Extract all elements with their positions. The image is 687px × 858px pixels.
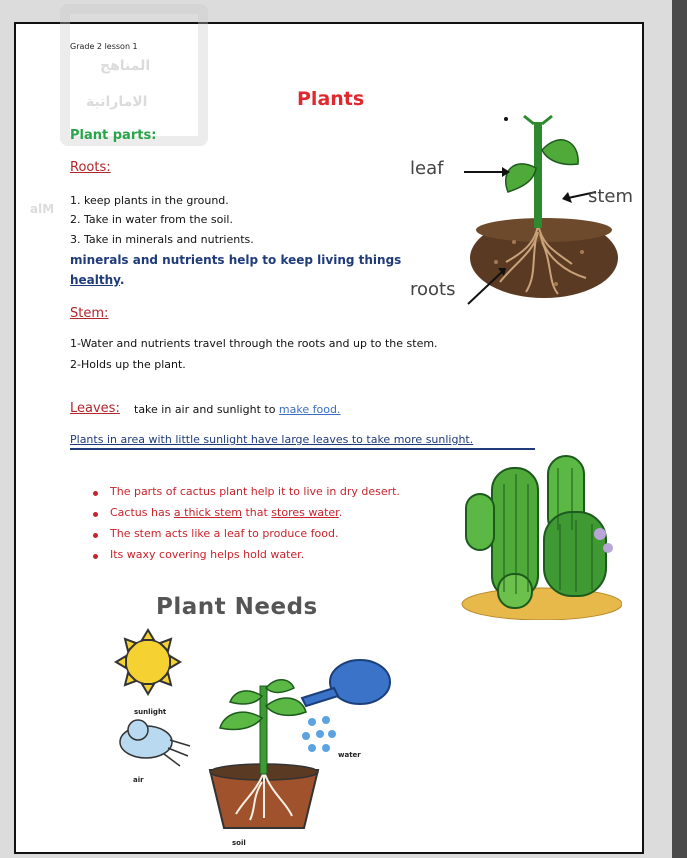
sun-icon [116,630,180,694]
roots-item-2: 2. Take in water from the soil. [70,213,233,226]
worksheet-page [14,22,644,854]
watermark-text-3: alM [30,202,55,216]
bullet [93,491,98,496]
leaf-illustration-left [506,164,536,192]
roots-heading: Roots: [70,160,111,175]
leaves-text: take in air and sunlight to make food. [134,403,341,416]
stem-illustration [534,122,542,228]
diagram-label-roots: roots [410,279,456,300]
air-cloud-icon [120,720,190,766]
plant-parts-heading: Plant parts: [70,128,157,143]
roots-note-line2: healthy. [70,273,125,287]
needs-label-water: water [338,751,361,759]
plant-needs-title: Plant Needs [156,594,318,620]
bullet [93,512,98,517]
watermark-text-1: المناهج [100,58,151,74]
watermark-logo [60,4,208,146]
cactus-item-3: The stem acts like a leaf to produce food. [110,527,339,540]
leaves-heading: Leaves: [70,401,120,416]
cactus-item-2: Cactus has a thick stem that stores water. [110,506,343,519]
make-food-link: make food. [278,403,341,416]
stem-item-1: 1-Water and nutrients travel through the roots and up to the stem. [70,337,438,350]
diagram-label-stem: stem [588,186,634,207]
roots-item-3: 3. Take in minerals and nutrients. [70,233,254,246]
page-title: Plants [297,88,365,110]
watermark-text-2: الاماراتية [86,94,148,110]
sand-mound [462,588,622,620]
sunlight-sentence: Plants in area with little sunlight have large leaves to take more sunlight. [70,433,474,446]
bullet [93,554,98,559]
lesson-header: Grade 2 lesson 1 [70,42,138,51]
diagram-label-leaf: leaf [410,158,444,179]
cactus-illustration [458,444,622,620]
bullet [93,533,98,538]
roots-note-line1: minerals and nutrients help to keep living things [70,253,402,267]
scroll-edge [672,0,687,858]
stem-item-2: 2-Holds up the plant. [70,358,186,371]
plant-needs-illustration [106,622,396,832]
needs-label-sunlight: sunlight [134,708,167,716]
cactus-item-1: The parts of cactus plant help it to live in dry desert. [110,485,400,498]
watering-can-icon [302,660,390,752]
needs-label-air: air [133,776,144,784]
roots-item-1: 1. keep plants in the ground. [70,194,229,207]
needs-label-soil: soil [232,839,246,847]
potted-plant-icon [210,680,318,828]
stem-heading: Stem: [70,306,109,321]
cactus-item-4: Its waxy covering helps hold water. [110,548,305,561]
